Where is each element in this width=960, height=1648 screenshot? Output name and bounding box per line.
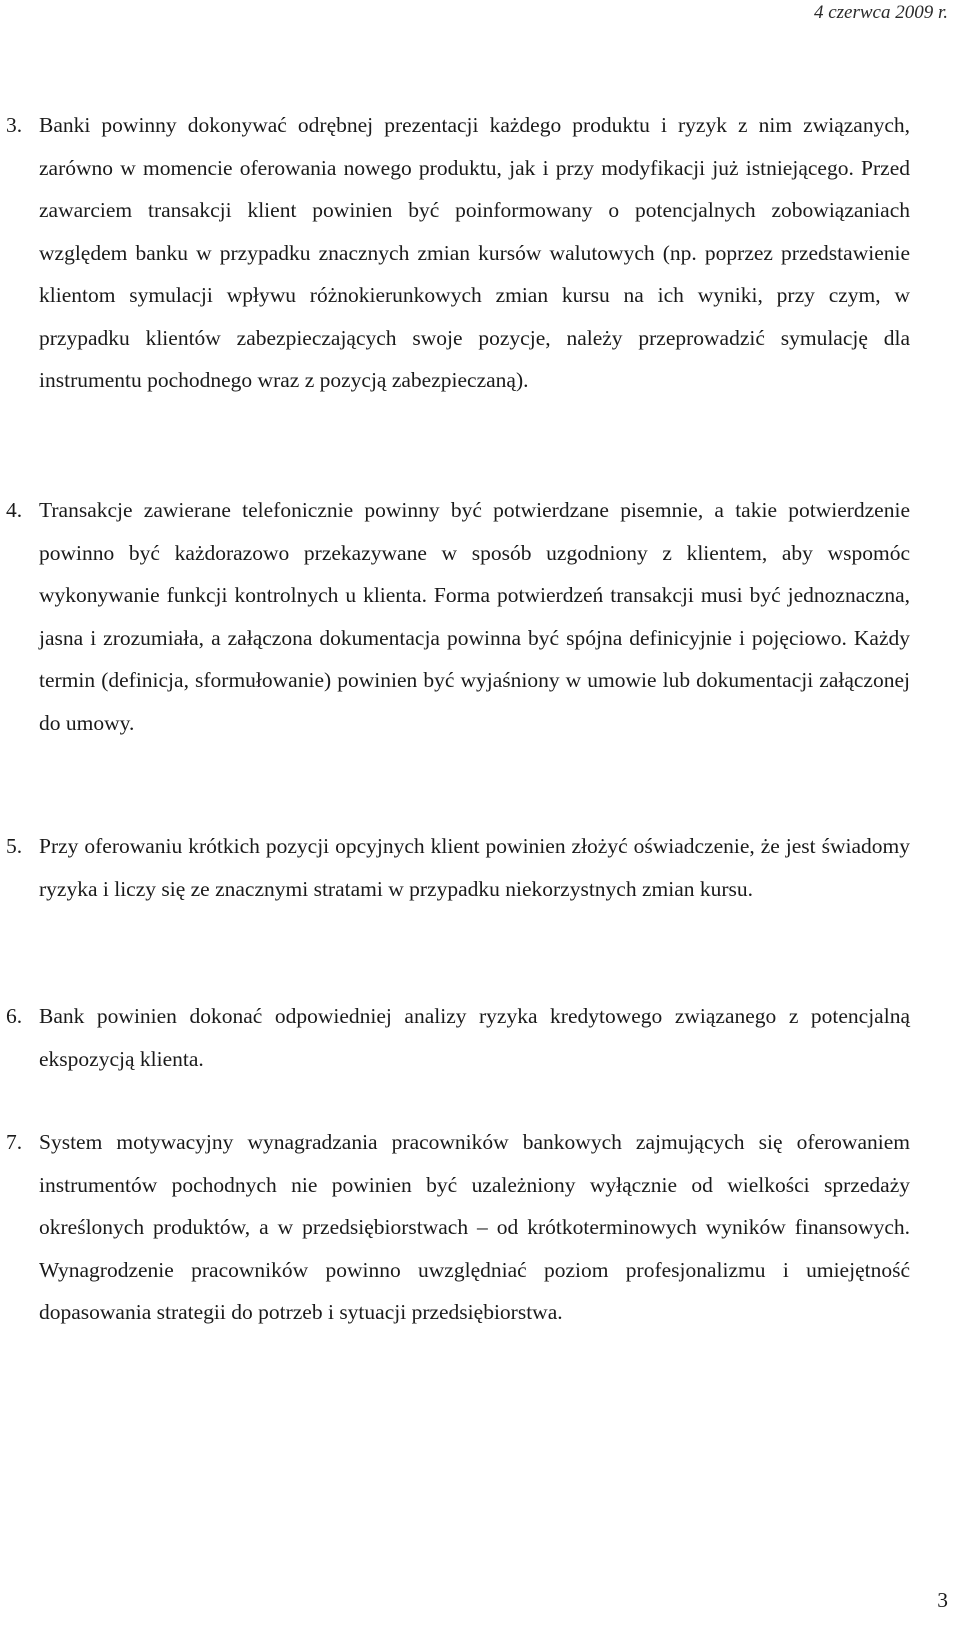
item-number: 6.	[6, 1004, 23, 1028]
item-text: Bank powinien dokonać odpowiedniej analizy ryzyka kredytowego związanego z potencjalną ekspozycją klienta.	[39, 1004, 910, 1071]
page-number: 3	[937, 1588, 948, 1612]
list-item-3	[6, 104, 910, 402]
item-number: 5.	[6, 834, 23, 858]
list-item-6	[6, 995, 910, 1080]
item-number: 7.	[6, 1130, 23, 1154]
list-item-5	[6, 825, 910, 910]
item-text: Transakcje zawierane telefonicznie powinny być potwierdzane pisemnie, a takie potwierdzenie powinno być każdorazowo przekazywane w sposób uzgodniony z klientem, aby wspomóc wykonywanie funkcji kontrolnych u klienta. Forma potwierdzeń transakcji musi być jednoznaczna, jasna i zrozumiała, a załączona dokumentacja powinna być spójna definicyjnie i pojęciowo. Każdy termin (definicja, sformułowanie) powinien być wyjaśniony w umowie lub dokumentacji załączonej do umowy.	[39, 498, 910, 735]
list-item-7	[6, 1121, 910, 1334]
item-number: 3.	[6, 113, 23, 137]
item-text: Banki powinny dokonywać odrębnej prezentacji każdego produktu i ryzyk z nim związanych, zarówno w momencie oferowania nowego produktu, jak i przy modyfikacji już istniejącego. Przed zawarciem transakcji klient powinien być poinformowany o potencjalnych zobowiązaniach względem banku w przypadku znacznych zmian kursów walutowych (np. poprzez przedstawienie klientom symulacji wpływu różnokierunkowych zmian kursu na ich wyniki, przy czym, w przypadku klientów zabezpieczających swoje pozycje, należy przeprowadzić symulację dla instrumentu pochodnego wraz z pozycją zabezpieczaną).	[39, 113, 910, 392]
header-date: 4 czerwca 2009 r.	[813, 2, 948, 23]
item-number: 4.	[6, 498, 23, 522]
item-text: System motywacyjny wynagradzania pracowników bankowych zajmujących się oferowaniem instrumentów pochodnych nie powinien być uzależniony wyłącznie od wielkości sprzedaży określonych produktów, a w przedsiębiorstwach – od krótkoterminowych wyników finansowych. Wynagrodzenie pracowników powinno uwzględniać poziom profesjonalizmu i umiejętność dopasowania strategii do potrzeb i sytuacji przedsiębiorstwa.	[39, 1130, 910, 1324]
item-text: Przy oferowaniu krótkich pozycji opcyjnych klient powinien złożyć oświadczenie, że jest świadomy ryzyka i liczy się ze znacznymi stratami w przypadku niekorzystnych zmian kursu.	[39, 834, 910, 901]
list-item-4	[6, 489, 910, 744]
